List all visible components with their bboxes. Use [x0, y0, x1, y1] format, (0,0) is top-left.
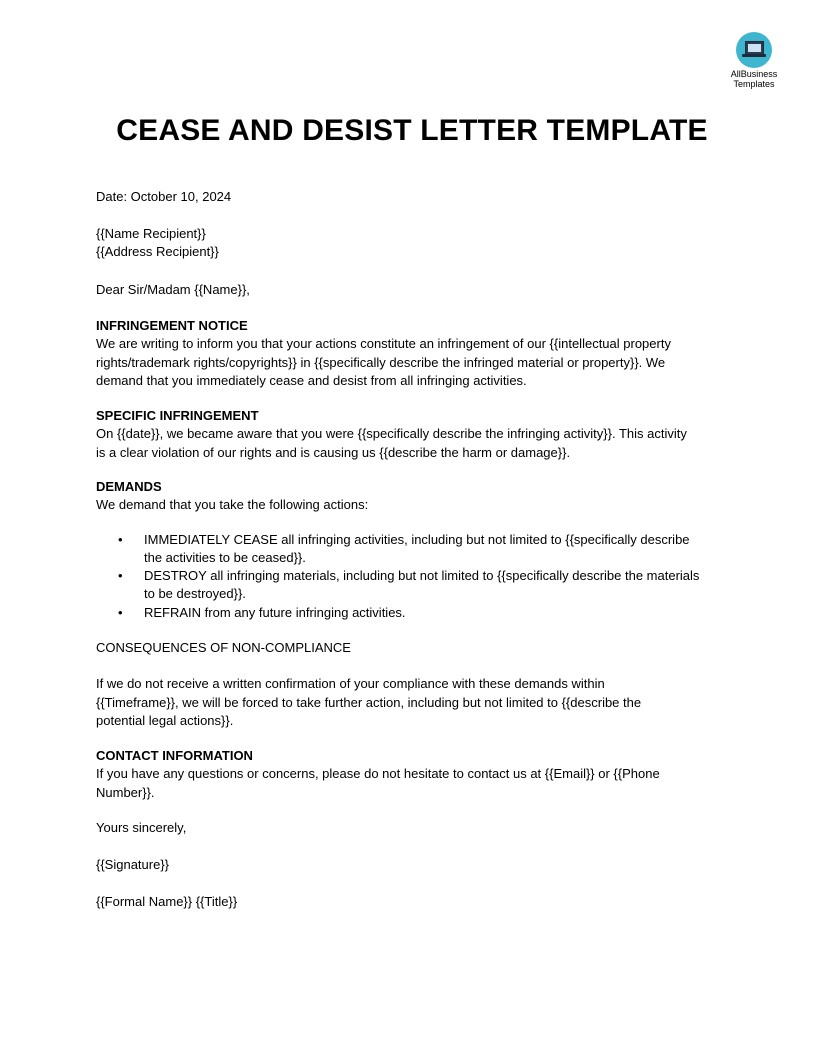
list-item: [96, 531, 736, 568]
logo-text: AllBusiness: [730, 69, 778, 79]
logo-text: Templates: [733, 79, 775, 89]
date: Date: October 10, 2024: [96, 189, 232, 204]
paragraph-line: We are writing to inform you that your actions constitute an infringement of our {{intellectual property: [96, 336, 671, 352]
paragraph-line: {{Timeframe}}, we will be forced to take further action, including but not limited to {{describe the: [96, 694, 642, 710]
list-item: [96, 604, 736, 622]
paragraph-line: is a clear violation of our rights and is causing us {{describe the harm or damage}}.: [96, 444, 571, 460]
demands-section: [96, 478, 736, 622]
paragraph-line: On {{date}}, we became aware that you were {{specifically describe the infringing activity}}. This activity: [96, 426, 687, 442]
section-heading: INFRINGEMENT NOTICE: [96, 318, 248, 333]
list-item-line: • DESTROY all infringing materials, including but not limited to {{specifically describe the materials: [144, 568, 700, 584]
section-heading: CONSEQUENCES OF NON-COMPLIANCE: [96, 640, 351, 655]
recipient-address: {{Address Recipient}}: [96, 244, 219, 260]
recipient-name: {{Name Recipient}}: [96, 226, 206, 241]
list-item-line: the activities to be ceased}}.: [144, 549, 306, 565]
list-item-line: • IMMEDIATELY CEASE all infringing activities, including but not limited to {{specifically describe: [144, 531, 690, 547]
signature: {{Signature}}: [96, 857, 170, 872]
paragraph-line: Number}}.: [96, 784, 155, 800]
paragraph-line: If you have any questions or concerns, please do not hesitate to contact us at {{Email}} or {{Phone: [96, 766, 660, 782]
section-heading: CONTACT INFORMATION: [96, 748, 253, 763]
paragraph-line: demand that you immediately cease and desist from all infringing activities.: [96, 372, 527, 388]
page-title: CEASE AND DESIST LETTER TEMPLATE: [116, 114, 708, 147]
paragraph-line: If we do not receive a written confirmation of your compliance with these demands within: [96, 676, 605, 692]
allbusiness-templates-logo: [722, 32, 786, 89]
specific-infringement-section: [96, 407, 736, 462]
salutation: Dear Sir/Madam {{Name}},: [96, 282, 250, 297]
list-item-line: to be destroyed}}.: [144, 586, 246, 602]
laptop-icon: [736, 32, 772, 68]
section-heading: SPECIFIC INFRINGEMENT: [96, 408, 259, 423]
contact-section: [96, 747, 736, 802]
paragraph-line: potential legal actions}}.: [96, 712, 234, 728]
infringement-notice-section: [96, 317, 736, 390]
paragraph-line: rights/trademark rights/copyrights}} in {{specifically describe the infringed material or property}}. We: [96, 354, 666, 370]
paragraph-line: We demand that you take the following actions:: [96, 497, 369, 513]
list-item: [96, 567, 736, 604]
consequences-section: [96, 639, 736, 730]
list-item-line: • REFRAIN from any future infringing activities.: [144, 604, 406, 620]
recipient-block: [96, 225, 736, 262]
formal-name-title: {{Formal Name}} {{Title}}: [96, 894, 238, 909]
closing: Yours sincerely,: [96, 820, 187, 835]
section-heading: DEMANDS: [96, 479, 162, 494]
demands-list: [96, 531, 736, 622]
